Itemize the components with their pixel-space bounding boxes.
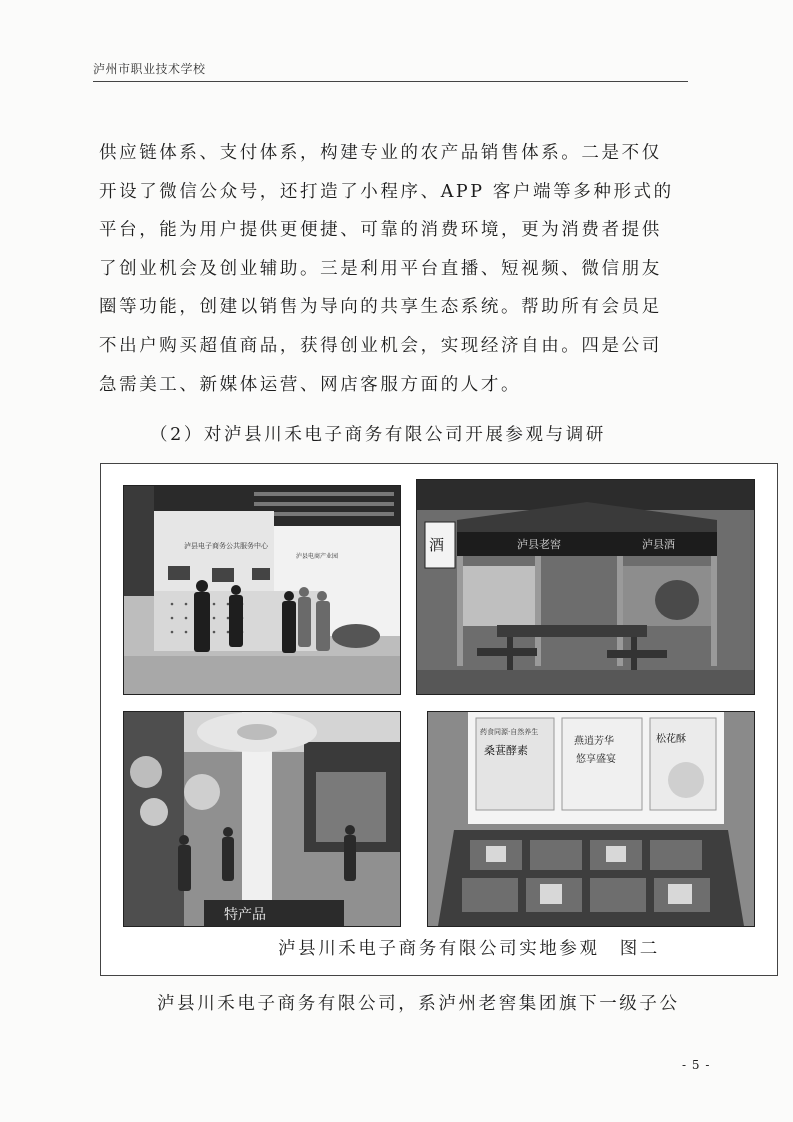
text-line: 开设了微信公众号，还打造了小程序、APP 客户端等多种形式的 [99,181,674,202]
text-line: 不出户购买超值商品，获得创业机会，实现经济自由。四是公司 [99,335,662,356]
hall-banner: 特产品 [224,907,266,923]
text-line: 平台，能为用户提供更便捷、可靠的消费环境，更为消费者提供 [99,220,662,241]
text-line: 急需美工、新媒体运营、网店客服方面的人才。 [99,374,522,395]
hall-sign-1: 泸县电子商务公共服务中心 [184,542,268,550]
text-line: 圈等功能，创建以销售为导向的共享生态系统。帮助所有会员足 [99,297,662,318]
body-paragraph [99,134,699,404]
text-line: 供应链体系、支付体系，构建专业的农产品销售体系。二是不仅 [99,143,662,163]
text-line: 了创业机会及创业辅助。三是利用平台直播、短视频、微信朋友 [99,258,662,279]
booth-sign-mid: 泸县老窖 [517,538,561,551]
section-subheading: （2）对泸县川禾电子商务有限公司开展参观与调研 [150,425,606,445]
booth-sign-right: 泸县酒 [642,538,675,551]
continuation-text: 泸县川禾电子商务有限公司，系泸州老窖集团旗下一级子公 [157,994,680,1014]
poster-title-1: 桑葚酵素 [484,744,528,757]
poster-title-3: 悠享盛宴 [576,754,616,765]
booth-sign-left: 酒 [429,536,445,554]
school-name: 泸州市职业技术学校 [93,62,206,76]
poster-title-4: 松花酥 [656,734,686,745]
page-header [93,58,688,82]
photo-exhibition-hall [123,485,401,695]
photo-products-hall [123,711,401,927]
photo-liquor-booth [416,479,755,695]
page-number: - 5 - [682,1058,711,1072]
hall-sign-2: 泸县电商产业园 [296,553,339,560]
photo-product-display [427,711,755,927]
poster-title-2: 燕逍芳华 [574,736,614,747]
poster-slogan: 药食同源·自然养生 [480,728,539,736]
figure-caption: 泸县川禾电子商务有限公司实地参观 图二 [278,939,660,959]
